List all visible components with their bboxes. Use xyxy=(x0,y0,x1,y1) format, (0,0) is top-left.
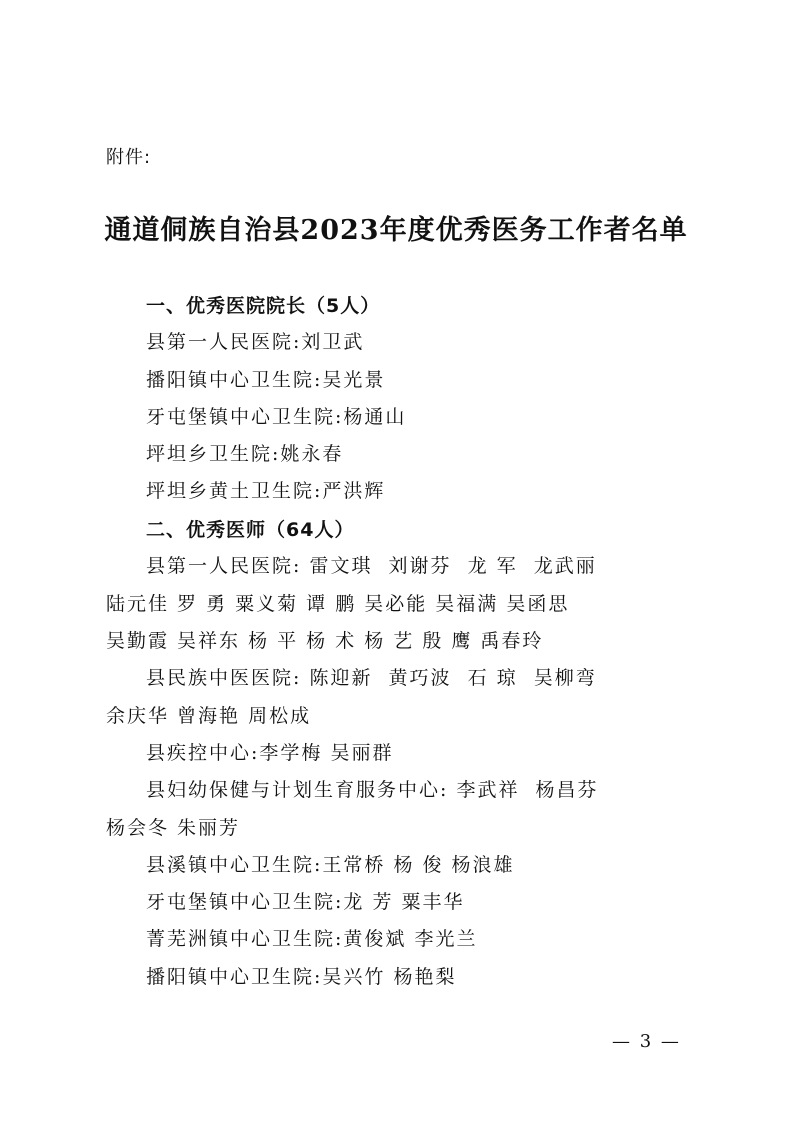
doctor-line: 县第一人民医院: 雷文琪 刘谢芬 龙 军 龙武丽 xyxy=(146,555,597,577)
doctor-line: 牙屯堡镇中心卫生院:龙 芳 粟丰华 xyxy=(146,891,465,913)
doctor-line: 陆元佳 罗 勇 粟义菊 谭 鹏 吴必能 吴福满 吴函思 xyxy=(106,593,570,615)
doctor-line: 余庆华 曾海艳 周松成 xyxy=(106,705,312,727)
principal-line: 坪坦乡黄土卫生院:严洪辉 xyxy=(146,480,386,502)
attachment-label: 附件: xyxy=(106,147,152,168)
page-number: — 3 — xyxy=(612,1031,681,1052)
doctor-line: 县妇幼保健与计划生育服务中心: 李武祥 杨昌芬 xyxy=(146,779,599,801)
section-heading-doctors: 二、优秀医师（64人） xyxy=(146,519,355,541)
doctor-line: 县溪镇中心卫生院:王常桥 杨 俊 杨浪雄 xyxy=(146,854,515,876)
doctor-line: 县疾控中心:李学梅 吴丽群 xyxy=(146,742,394,764)
principal-line: 牙屯堡镇中心卫生院:杨通山 xyxy=(146,406,407,428)
doctor-line: 播阳镇中心卫生院:吴兴竹 杨艳梨 xyxy=(146,966,457,988)
principal-line: 坪坦乡卫生院:姚永春 xyxy=(146,443,344,465)
principal-line: 播阳镇中心卫生院:吴光景 xyxy=(146,369,386,391)
doctor-line: 吴勤霞 吴祥东 杨 平 杨 术 杨 艺 殷 鹰 禹春玲 xyxy=(106,630,544,652)
doctor-line: 县民族中医医院: 陈迎新 黄巧波 石 琼 吴柳弯 xyxy=(146,667,597,689)
section-heading-principals: 一、优秀医院院长（5人） xyxy=(146,295,381,317)
doctor-line: 菁芜洲镇中心卫生院:黄俊斌 李光兰 xyxy=(146,928,478,950)
doctor-line: 杨会冬 朱丽芳 xyxy=(106,817,241,839)
principal-line: 县第一人民医院:刘卫武 xyxy=(146,331,365,353)
document-title: 通道侗族自治县2023年度优秀医务工作者名单 xyxy=(104,215,688,246)
